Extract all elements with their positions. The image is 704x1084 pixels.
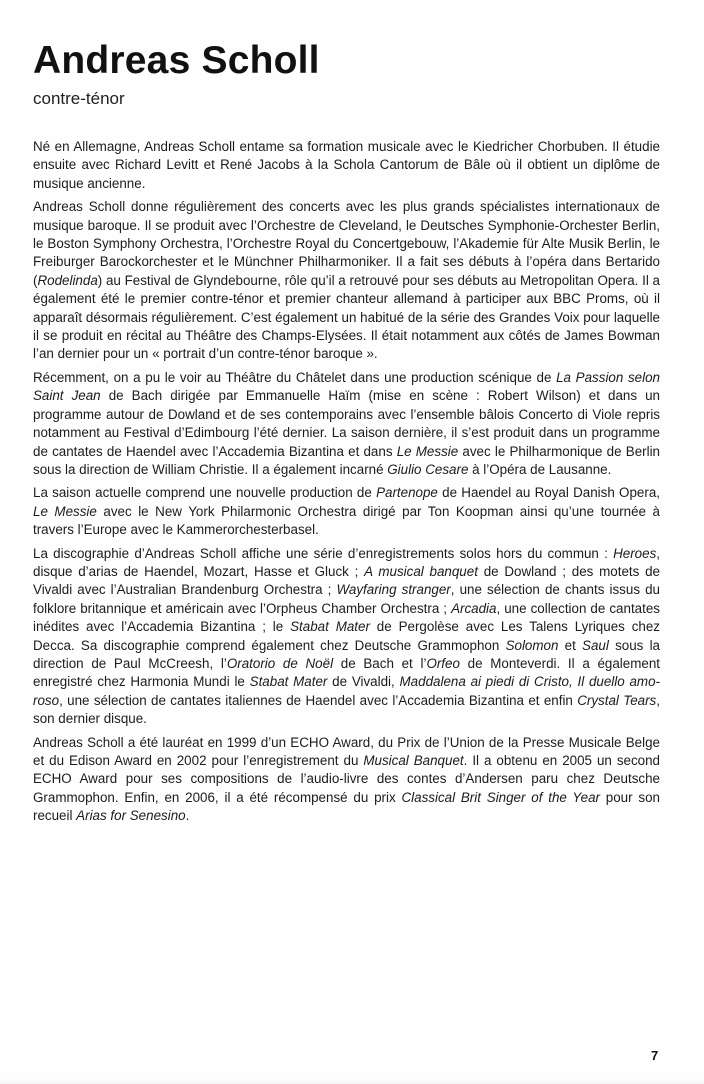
text-run: , une collection de cantates inédites avec l’Accademia Bizantina ; le (33, 600, 660, 635)
italic-title: Partenope (376, 485, 438, 501)
italic-title: Heroes (613, 545, 657, 561)
paragraph (33, 734, 660, 826)
italic-title: La Passion selon Saint Jean (33, 369, 660, 404)
text-run: . Il a obtenu en 2005 un second ECHO Award pour ses compositions de l’audio-livre des contes d’Andersen paru chez Deutsche Grammophon. Enfin, en 2006, il a été récompensé du prix (33, 753, 661, 805)
text-run: La discographie d’Andreas Scholl affiche une série d’enregistrements solos hors du commun : (33, 545, 614, 561)
page-number: 7 (651, 1048, 659, 1063)
text-run: . (185, 808, 190, 824)
italic-title: Orfeo (426, 655, 460, 671)
text-run: Andreas Scholl a été lauréat en 1999 d’un ECHO Award, du Prix de l’Union de la Presse Musicale Belge et du Edison Award en 2002 pour l’enregistrement du (33, 734, 660, 768)
italic-title: Crystal Tears (577, 692, 657, 708)
text-run: à l’Opéra de Lausanne. (468, 461, 612, 477)
text-run: ) au Festival de Glyndebourne, rôle qu’il a retrouvé pour ses débuts au Metropolitan Opera. Il a également été le premier contre-ténor et premier chanteur allemand à participer aux BBC Proms, où il apparaît désormais régulièrement. C’est également un habitué de la série des Grandes Voix pour laquelle il se produit en récital au Théâtre des Champs-Elysées. Il était notamment aux côtés de James Bowman l’an dernier pour un « portrait d’un contre-ténor baroque ». (33, 272, 660, 362)
italic-title: Maddalena ai piedi di Cristo, Il duello amoroso (33, 674, 660, 708)
text-run: de Haendel au Royal Danish Opera, (437, 485, 660, 501)
italic-title: Classical Brit Singer of the Year (401, 789, 600, 805)
paragraph (33, 369, 660, 479)
text-run: sous la direction de Paul McCreesh, l’ (33, 637, 660, 671)
italic-title: Stabat Mater (290, 619, 370, 635)
paragraph (33, 198, 660, 364)
italic-title: Le Messie (33, 503, 97, 519)
text-run: de Monteverdi. Il a également enregistré chez Harmonia Mundi le (33, 655, 661, 690)
text-run: Né en Allemagne, Andreas Scholl entame sa formation musicale avec le Kiedricher Chorbuben. Il étudie ensuite avec Richard Levitt et René Jacobs à la Schola Cantorum de Bâle où il obtient un diplôme de musique ancienne. (33, 139, 660, 191)
page-subtitle: contre-ténor (33, 89, 125, 108)
italic-title: A musical banquet (364, 563, 478, 579)
page-title: Andreas Scholl (33, 39, 320, 82)
paragraph (33, 545, 660, 729)
italic-title: Saul (582, 637, 609, 653)
text-run: , son dernier disque. (33, 692, 660, 727)
text-run: pour son recueil (33, 789, 660, 824)
text-run: , une sélection de chants issus du folklore britannique et américain avec l’Orpheus Chamber Orchestra ; (33, 582, 660, 616)
text-run: avec le New York Philarmonic Orchestra dirigé par Ton Koopman ainsi qu’une tournée à travers l’Europe avec le Kammerorchesterbasel. (33, 503, 660, 538)
paragraph (33, 138, 660, 193)
italic-title: Oratorio de Noël (226, 655, 334, 671)
text-run: et (558, 637, 583, 653)
italic-title: Arias for Senesino (76, 808, 186, 824)
text-run: de Dowland ; des motets de Vivaldi avec l’Australian Brandenburg Orchestra ; (33, 563, 661, 598)
italic-title: Wayfaring stranger (336, 582, 451, 598)
text-run: , une sélection de cantates italiennes de Haendel avec l’Accademia Bizantina et enfin (59, 692, 578, 708)
text-run: La saison actuelle comprend une nouvelle production de (33, 485, 377, 501)
text-run: de Bach dirigée par Emmanuelle Haïm (mise en scène : Robert Wilson) et dans un programme autour de Dowland et de ses contemporains avec l’ensemble bâlois Concerto di Viole repris notamment au Festival d’Edimbourg l’été dernier. La saison dernière, il s’est produit dans un programme de cantates de Haendel avec l’Accademia Bizantina et dans (33, 388, 660, 459)
text-run: Récemment, on a pu le voir au Théâtre du Châtelet dans une production scénique de (33, 369, 557, 385)
italic-title: Giulio Cesare (387, 461, 469, 477)
text-run: de Bach et l’ (333, 655, 427, 671)
text-run: de Vivaldi, (327, 674, 400, 690)
paragraph (33, 484, 660, 539)
italic-title: Solomon (505, 637, 559, 653)
italic-title: Arcadia (451, 600, 497, 616)
italic-title: Stabat Mater (249, 674, 328, 690)
text-run: de Pergolèse avec Les Talens Lyriques chez Decca. Sa discographie comprend également chez Deutsche Grammophon (33, 619, 660, 653)
page-edge-shadow (0, 1078, 704, 1084)
text-run: Andreas Scholl donne régulièrement des concerts avec les plus grands spécialistes internationaux de musique baroque. Il se produit avec l’Orchestre de Cleveland, le Deutsches Symphonie-Orchester Berlin, le Boston Symphony Orchestra, l’Orchestre Royal du Concertgebouw, l’Akademie für Alte Musik Berlin, le Freiburger Barockorchester et le Münchner Philharmoniker. Il a fait ses débuts à l’opéra dans Bertarido ( (33, 199, 660, 288)
biography-text (33, 138, 660, 826)
italic-title: Musical Banquet (363, 753, 464, 768)
text-run: avec le Philharmonique de Berlin sous la direction de William Christie. Il a également incarné (33, 443, 660, 477)
italic-title: Le Messie (396, 443, 459, 459)
italic-title: Rodelinda (37, 272, 98, 288)
text-run: , disque d’arias de Haendel, Mozart, Hasse et Gluck ; (33, 545, 660, 579)
